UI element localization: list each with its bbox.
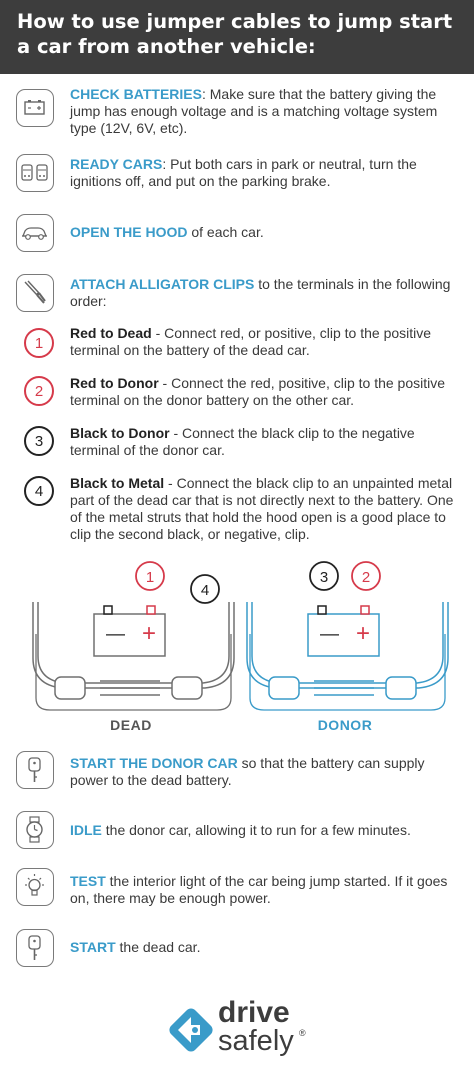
step-description: the donor car, allowing it to run for a few minutes. (101, 822, 411, 838)
car-key-icon (16, 929, 54, 967)
battery-icon (16, 89, 54, 127)
clip-description: - Connect the black clip to an unpainted metal part of the dead car that is not directly next to the battery. One of the metal struts that hold the hood open is a good place to clip the second black, or negative, clip. (70, 475, 454, 542)
step-number-badge: 2 (24, 376, 54, 406)
marker-dead-metal: 4 (200, 582, 210, 599)
step-description: to the terminals in the following order: (70, 276, 451, 309)
step-keyword: OPEN THE HOOD (70, 224, 188, 240)
step-keyword: ATTACH ALLIGATOR CLIPS (70, 276, 255, 292)
step-text (70, 939, 462, 956)
clip-description: - Connect red, or positive, clip to the positive terminal on the battery of the dead car. (70, 325, 432, 358)
light-bulb-icon (16, 868, 54, 906)
step-keyword: START THE DONOR CAR (70, 755, 238, 771)
two-cars-icon (16, 154, 54, 192)
car-icon (16, 214, 54, 252)
logo-word-safely: safely (218, 1025, 294, 1057)
clip-title: Red to Dead (70, 325, 152, 341)
page-title: How to use jumper cables to jump start a car from another vehicle: (17, 10, 453, 58)
step-keyword: CHECK BATTERIES (70, 86, 202, 102)
clip-text (70, 375, 462, 409)
drive-safely-logo (166, 996, 316, 1062)
step-text (70, 156, 462, 190)
minus-sign: — (320, 624, 339, 645)
step-number-badge: 3 (24, 426, 54, 456)
marker-donor-positive: 2 (361, 569, 371, 586)
step-keyword: IDLE (70, 822, 102, 838)
dead-car-label: DEAD (110, 717, 152, 733)
step-number-badge: 1 (24, 328, 54, 358)
step-description: the interior light of the car being jump started. If it goes on, there may be enough power. (70, 873, 448, 906)
step-description: : Put both cars in park or neutral, turn the ignitions off, and put on the parking brake. (70, 156, 417, 189)
step-text (70, 755, 462, 789)
clip-text (70, 425, 462, 459)
minus-sign: — (106, 624, 125, 645)
logo-mark-icon (166, 1005, 218, 1057)
step-text (70, 873, 462, 907)
step-number-badge: 4 (24, 476, 54, 506)
step-description: the dead car. (115, 939, 201, 955)
donor-car-label: DONOR (317, 717, 373, 733)
cars-diagram-svg (0, 560, 474, 745)
watch-icon (16, 811, 54, 849)
clip-description: - Connect the black clip to the negative terminal of the donor car. (70, 425, 415, 458)
car-key-icon (16, 751, 54, 789)
step-text (70, 276, 462, 310)
marker-dead-positive: 1 (145, 569, 155, 586)
step-keyword: START (70, 939, 116, 955)
plus-sign: + (142, 620, 157, 647)
step-description: so that the battery can supply power to the dead battery. (70, 755, 425, 788)
logo-word-drive: drive (218, 996, 290, 1029)
step-keyword: READY CARS (70, 156, 163, 172)
clip-description: - Connect the red, positive, clip to the positive terminal on the donor battery on the other car. (70, 375, 446, 408)
clip-title: Black to Metal (70, 475, 165, 491)
plus-sign: + (356, 620, 371, 647)
header-banner (0, 0, 474, 74)
registered-mark: ® (299, 1028, 306, 1038)
clip-title: Red to Donor (70, 375, 159, 391)
step-text (70, 224, 462, 241)
clip-title: Black to Donor (70, 425, 170, 441)
alligator-clip-icon (16, 274, 54, 312)
step-description: of each car. (187, 224, 264, 240)
clip-text (70, 325, 462, 359)
marker-donor-negative: 3 (319, 569, 329, 586)
step-keyword: TEST (70, 873, 106, 889)
step-description: : Make sure that the battery giving the jump has enough voltage and is a matching voltage system type (12V, 6V, etc). (70, 86, 438, 136)
clip-text (70, 475, 462, 543)
step-text (70, 822, 462, 839)
step-text (70, 86, 462, 137)
jump-diagram (0, 560, 474, 745)
